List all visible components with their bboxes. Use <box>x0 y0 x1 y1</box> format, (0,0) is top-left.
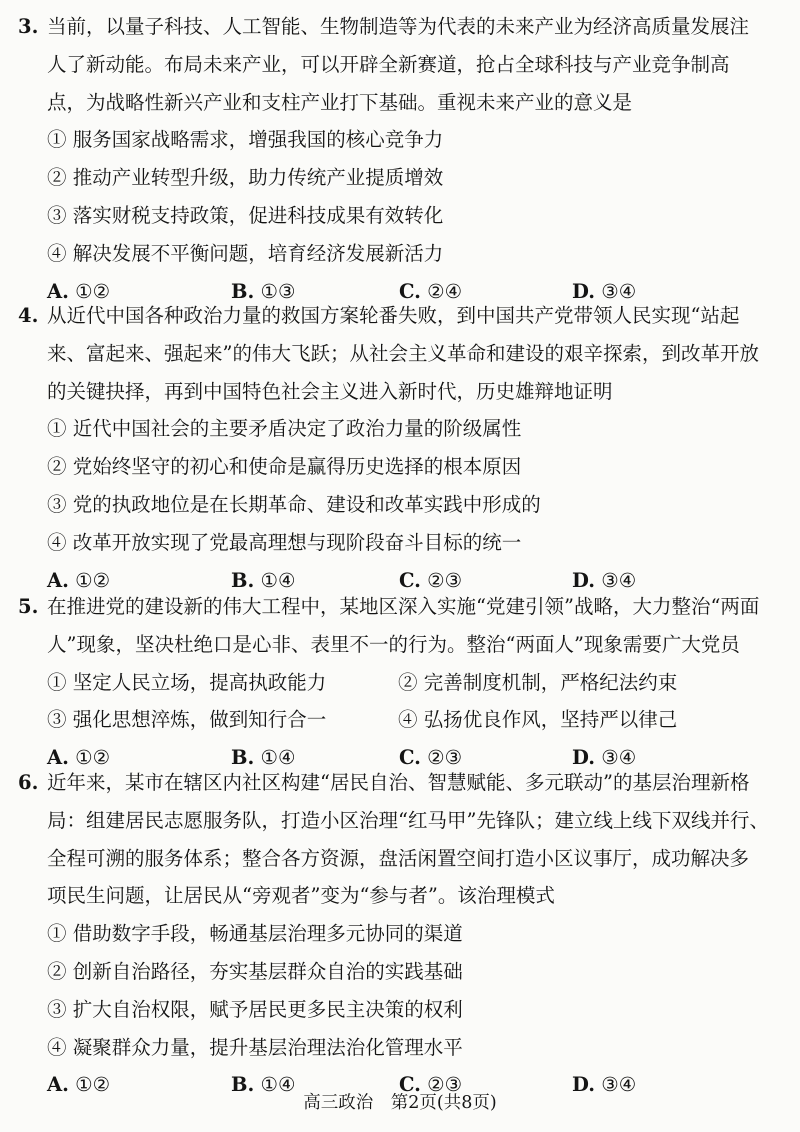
question-5 <box>18 588 790 777</box>
statement-option: ④ 凝聚群众力量，提升基层治理法治化管理水平 <box>47 1035 463 1059</box>
stem-line: 项民生问题，让居民从“旁观者”变为“参与者”。该治理模式 <box>47 884 555 908</box>
question-stem <box>18 8 790 121</box>
statement-option: ② 创新自治路径，夯实基层群众自治的实践基础 <box>47 959 463 983</box>
answer-choice-d: D. ③④ <box>572 1073 637 1097</box>
answer-choice-d: D. ③④ <box>572 568 637 592</box>
answer-choice-d: D. ③④ <box>572 746 637 770</box>
statement-option: ④ 弘扬优良作风，坚持严以律己 <box>398 708 678 732</box>
stem-line: 来、富起来、强起来”的伟大飞跃；从社会主义革命和建设的艰辛探索，到改革开放 <box>47 341 759 365</box>
statement-option: ② 党始终坚守的初心和使命是赢得历史选择的根本原因 <box>47 455 522 479</box>
question-number: 6. <box>18 771 39 794</box>
statement-option: ① 坚定人民立场，提高执政能力 <box>47 670 327 694</box>
stem-line: 点，为战略性新兴产业和支柱产业打下基础。重视未来产业的意义是 <box>47 90 633 114</box>
question-stem <box>18 297 790 410</box>
answer-choice-c: C. ②③ <box>399 746 463 770</box>
statement-option: ② 完善制度机制，严格纪法约束 <box>398 670 678 694</box>
answer-choice-a: A. ①② <box>47 1073 111 1097</box>
question-3 <box>18 8 790 310</box>
stem-line: 全程可溯的服务体系；整合各方资源，盘活闲置空间打造小区议事厅，成功解决多 <box>47 846 750 870</box>
stem-line: 6. 近年来，某市在辖区内社区构建“居民自治、智慧赋能、多元联动”的基层治理新格 <box>18 764 790 802</box>
answer-choice-b: B. ①④ <box>231 1073 296 1097</box>
question-number: 4. <box>18 304 39 327</box>
statement-option: ③ 落实财税支持政策，促进科技成果有效转化 <box>47 203 444 227</box>
page-footer: 高三政治 第2页(共8页) <box>303 1093 497 1113</box>
stem-line: 5. 在推进党的建设新的伟大工程中，某地区深入实施“党建引领”战略，大力整治“两面 <box>18 588 790 626</box>
answer-choice-a: A. ①② <box>47 279 111 303</box>
statement-option-row <box>18 664 790 702</box>
question-6 <box>18 764 790 1104</box>
answer-choice-c: C. ②③ <box>399 568 463 592</box>
question-number: 5. <box>18 595 39 618</box>
statement-option: ③ 扩大自治权限，赋予居民更多民主决策的权利 <box>47 997 463 1021</box>
answer-choice-c: C. ②③ <box>399 1073 463 1097</box>
statement-option: ③ 强化思想淬炼，做到知行合一 <box>47 708 327 732</box>
statement-option: ③ 党的执政地位是在长期革命、建设和改革实践中形成的 <box>47 492 541 516</box>
answer-choice-c: C. ②④ <box>399 279 463 303</box>
statement-option: ① 服务国家战略需求，增强我国的核心竞争力 <box>47 128 444 152</box>
statement-option: ② 推动产业转型升级，助力传统产业提质增效 <box>47 166 444 190</box>
answer-choice-d: D. ③④ <box>572 279 637 303</box>
answer-choice-a: A. ①② <box>47 746 111 770</box>
stem-line: 人了新动能。布局未来产业，可以开辟全新赛道，抢占全球科技与产业竞争制高 <box>47 52 730 76</box>
statement-option: ④ 解决发展不平衡问题，培育经济发展新活力 <box>47 241 444 265</box>
statement-option: ① 近代中国社会的主要矛盾决定了政治力量的阶级属性 <box>47 417 522 441</box>
stem-line: 人”现象，坚决杜绝口是心非、表里不一的行为。整治“两面人”现象需要广大党员 <box>47 632 740 656</box>
question-4 <box>18 297 790 599</box>
stem-line: 局：组建居民志愿服务队，打造小区治理“红马甲”先锋队；建立线上线下双线并行、 <box>47 808 769 832</box>
answer-choice-b: B. ①④ <box>231 568 296 592</box>
stem-line: 3. 当前，以量子科技、人工智能、生物制造等为代表的未来产业为经济高质量发展注 <box>18 8 790 46</box>
stem-line: 4. 从近代中国各种政治力量的救国方案轮番失败，到中国共产党带领人民实现“站起 <box>18 297 790 335</box>
statement-option: ④ 改革开放实现了党最高理想与现阶段奋斗目标的统一 <box>47 530 522 554</box>
answer-choice-b: B. ①④ <box>231 746 296 770</box>
stem-line: 的关键抉择，再到中国特色社会主义进入新时代，历史雄辩地证明 <box>47 379 613 403</box>
question-number: 3. <box>18 15 39 38</box>
statement-option-row <box>18 701 790 739</box>
statement-option: ① 借助数字手段，畅通基层治理多元协同的渠道 <box>47 922 463 946</box>
question-stem <box>18 588 790 664</box>
answer-choice-a: A. ①② <box>47 568 111 592</box>
question-stem <box>18 764 790 915</box>
answer-choice-b: B. ①③ <box>231 279 296 303</box>
